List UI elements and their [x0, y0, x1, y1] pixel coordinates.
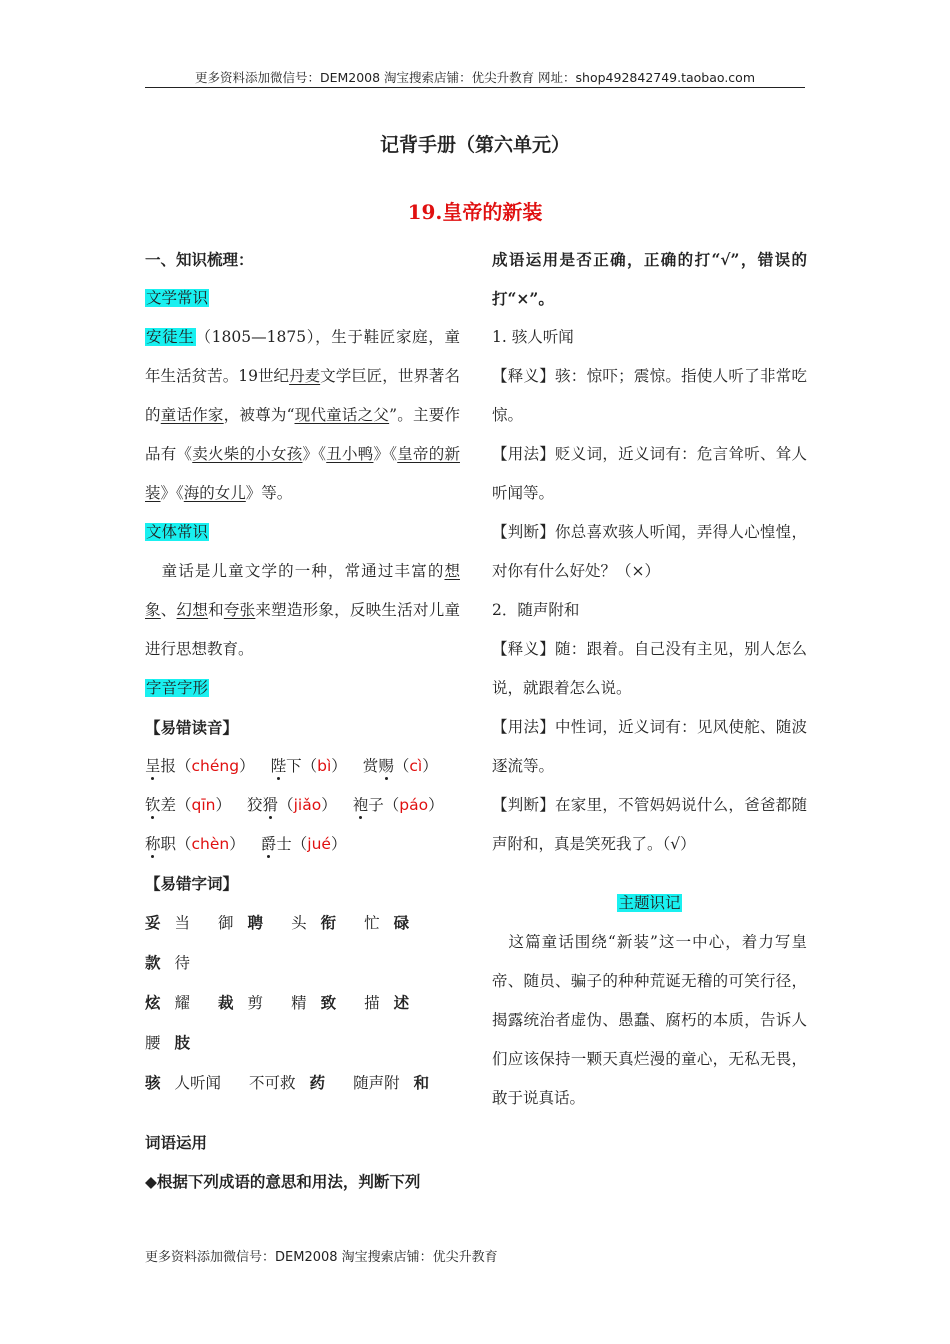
- pronunciation-row: [145, 747, 460, 786]
- char-label: 字音字形: [146, 679, 209, 697]
- word-item: 炫 耀: [145, 993, 191, 1012]
- word-item: 腰 肢: [145, 1033, 191, 1052]
- page-header: 更多资料添加微信号：DEM2008 淘宝搜索店铺：优尖升教育 网址：shop492842749.taobao.com: [194, 70, 756, 85]
- pinyin: bì: [317, 757, 332, 775]
- word-item: 不可救 药: [249, 1073, 326, 1092]
- pinyin: qīn: [191, 796, 216, 814]
- pronunciation-item: 呈报（chéng）: [145, 757, 255, 775]
- word-item: 骇 人听闻: [145, 1073, 222, 1092]
- pronunciation-heading: 【易错读音】: [145, 718, 239, 737]
- word-item: 精 致: [291, 993, 337, 1012]
- theme-label: 主题识记: [618, 894, 681, 912]
- word-item: 御 聘: [218, 913, 264, 932]
- pinyin: chèn: [191, 835, 230, 853]
- header-divider: [145, 87, 805, 88]
- usage-heading: 词语运用: [145, 1133, 208, 1152]
- usage-question: ◆根据下列成语的意思和用法，判断下列: [145, 1172, 421, 1191]
- word-item: 裁 剪: [218, 993, 264, 1012]
- theme-paragraph: 这篇童话围绕“新装”这一中心，着力写皇帝、随员、骗子的种种荒诞无稽的可笑行径，揭露统治者虚伪、愚蠢、腐朽的本质，告诉人们应该保持一颗天真烂漫的童心，无私无畏，敢于说真话。: [492, 933, 807, 1107]
- genre-label: 文体常识: [146, 523, 209, 541]
- pronunciation-row: [145, 825, 460, 864]
- idiom1-usage: 【用法】贬义词，近义词有：危言耸听、耸人听闻等。: [492, 445, 807, 502]
- idiom2-usage: 【用法】中性词，近义词有：见风使舵、随波逐流等。: [492, 718, 807, 775]
- pinyin: cì: [409, 757, 423, 775]
- pinyin: páo: [399, 796, 429, 814]
- genre-paragraph: 童话是儿童文学的一种，常通过丰富的想象、幻想和夸张来塑造形象，反映生活对儿童进行思想教育。: [145, 562, 460, 658]
- literature-label: 文学常识: [146, 289, 209, 307]
- idiom2-meaning: 【释义】随：跟着。自己没有主见，别人怎么说，就跟着怎么说。: [492, 640, 807, 697]
- pinyin: jué: [307, 835, 331, 853]
- pronunciation-item: 钦差（qīn）: [145, 796, 232, 814]
- pronunciation-list: [145, 747, 460, 864]
- pronunciation-item: 袍子（páo）: [352, 796, 444, 814]
- pinyin: chéng: [191, 757, 240, 775]
- word-item: 忙 碌: [364, 913, 410, 932]
- idiom1-title: 1. 骇人听闻: [492, 328, 574, 346]
- idiom1-judge: 【判断】你总喜欢骇人听闻，弄得人心惶惶，对你有什么好处？（×）: [492, 523, 807, 580]
- word-item: 头 衔: [291, 913, 337, 932]
- words-row: [145, 903, 460, 983]
- pronunciation-row: [145, 786, 460, 825]
- pronunciation-item: 陛下（bì）: [270, 757, 347, 775]
- pinyin: jiǎo: [293, 796, 322, 814]
- words-row: [145, 1063, 460, 1103]
- idiom2-judge: 【判断】在家里，不管妈妈说什么，爸爸都随声附和，真是笑死我了。（√）: [492, 796, 807, 853]
- right-column: [492, 240, 807, 1118]
- page-footer: 更多资料添加微信号：DEM2008 淘宝搜索店铺：优尖升教育: [145, 1250, 498, 1265]
- idiom1-meaning: 【释义】骇：惊吓；震惊。指使人听了非常吃惊。: [492, 367, 807, 424]
- left-column: [145, 240, 460, 1201]
- pronunciation-item: 爵士（jué）: [260, 835, 347, 853]
- literature-paragraph: 安徒生（1805—1875），生于鞋匠家庭，童年生活贫苦。19世纪丹麦文学巨匠，世界著名的童话作家，被尊为“现代童话之父”。主要作品有《卖火柴的小女孩》《丑小鸭》《皇帝的新装》《海的女儿》等。: [145, 328, 460, 502]
- section-heading: 一、知识梳理：: [145, 250, 254, 269]
- document-title: 记背手册（第六单元）: [379, 134, 570, 156]
- lesson-title: 19.皇帝的新装: [407, 200, 543, 224]
- words-heading: 【易错字词】: [145, 874, 239, 893]
- words-row: [145, 983, 460, 1063]
- word-item: 随声附 和: [353, 1073, 430, 1092]
- words-list: [145, 903, 460, 1103]
- author-name: 安徒生: [146, 328, 195, 346]
- pronunciation-item: 称职（chèn）: [145, 835, 245, 853]
- pronunciation-item: 狡猾（jiǎo）: [247, 796, 337, 814]
- usage-question-cont: 成语运用是否正确，正确的打“√”，错误的打“×”。: [492, 250, 807, 308]
- word-item: 妥 当: [145, 913, 191, 932]
- idiom2-title: 2．随声附和: [492, 601, 580, 619]
- pronunciation-item: 赏赐（cì）: [362, 757, 438, 775]
- word-item: 款 待: [145, 953, 191, 972]
- word-item: 描 述: [364, 993, 410, 1012]
